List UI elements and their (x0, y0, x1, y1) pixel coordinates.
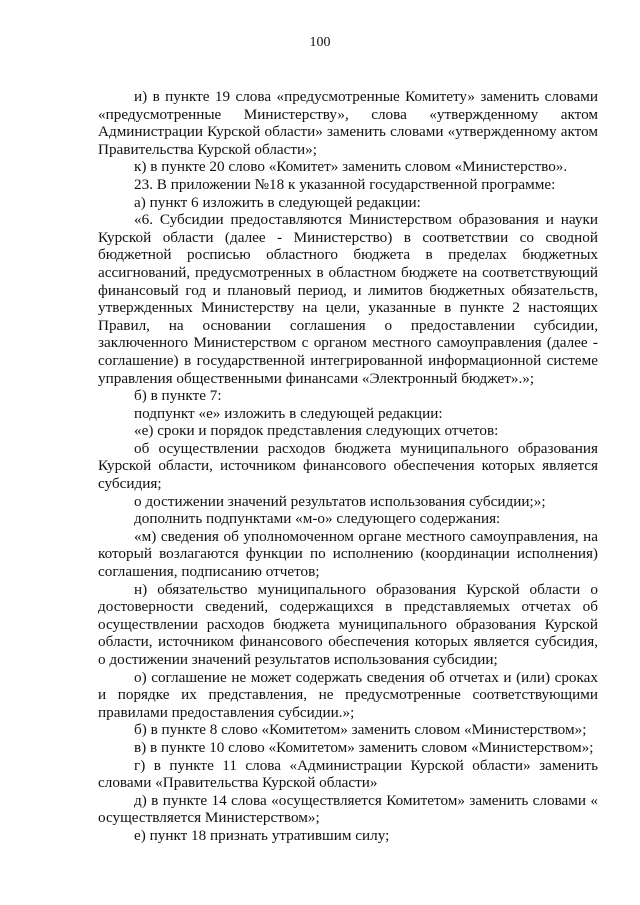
paragraph: г) в пункте 11 слова «Администрации Курской области» заменить словами «Правительства Курской области» (98, 756, 598, 792)
paragraph: 23. В приложении №18 к указанной государственной программе: (134, 175, 556, 193)
paragraph: д) в пункте 14 слова «осуществляется Комитетом» заменить словами « осуществляется Министерством»; (98, 791, 598, 827)
paragraph: е) пункт 18 признать утратившим силу; (134, 826, 390, 844)
page-number: 100 (309, 35, 331, 50)
paragraph: к) в пункте 20 слово «Комитет» заменить словом «Министерство». (134, 158, 568, 176)
paragraph: «6. Субсидии предоставляются Министерством образования и науки Курской области (далее - Министерство) в соответствии со сводной бюджетной росписью областного бюджета в пределах бюджетных ассигнований, предусмотренных в областном бюджете на соответствующий финансовый год и плановый период, и лимитов бюджетных обязательств, утвержденных Министерству на цели, указанные в пункте 2 настоящих Правил, на основании соглашения о предоставлении субсидии, заключенного Министерством с органом местного самоуправления (далее - соглашение) в государственной интегрированной информационной системе управления общественными финансами «Электронный бюджет».»; (98, 211, 598, 387)
document-body (98, 88, 598, 845)
paragraph: а) пункт 6 изложить в следующей редакции: (134, 193, 421, 211)
paragraph: «е) сроки и порядок представления следующих отчетов: (134, 422, 499, 440)
paragraph: и) в пункте 19 слова «предусмотренные Комитету» заменить словами «предусмотренные Министерству», слова «утвержденному актом Администрации Курской области» заменить словами «утвержденному актом Правительства Курской области»; (98, 88, 598, 158)
paragraph: в) в пункте 10 слово «Комитетом» заменить словом «Министерством»; (134, 738, 594, 756)
paragraph: б) в пункте 8 слово «Комитетом» заменить словом «Министерством»; (134, 721, 587, 739)
paragraph: подпункт «е» изложить в следующей редакции: (134, 404, 443, 422)
paragraph: «м) сведения об уполномоченном органе местного самоуправления, на который возлагаются функции по исполнению (координации исполнения) соглашения, подписанию отчетов; (98, 527, 598, 581)
paragraph: н) обязательство муниципального образования Курской области о достоверности сведений, содержащихся в представляемых отчетах об осуществлении расходов бюджета муниципального образования Курской области, источником финансового обеспечения которых является субсидия, о достижении значений результатов использования субсидии; (98, 580, 598, 668)
paragraph: о достижении значений результатов использования субсидии;»; (134, 492, 546, 510)
paragraph: о) соглашение не может содержать сведения об отчетах и (или) сроках и порядке их представления, не предусмотренные соответствующими правилами предоставления субсидии.»; (98, 668, 598, 721)
paragraph: б) в пункте 7: (134, 387, 222, 405)
paragraph: дополнить подпунктами «м-о» следующего содержания: (134, 510, 501, 528)
paragraph: об осуществлении расходов бюджета муниципального образования Курской области, источником финансового обеспечения которых является субсидия; (98, 439, 598, 493)
